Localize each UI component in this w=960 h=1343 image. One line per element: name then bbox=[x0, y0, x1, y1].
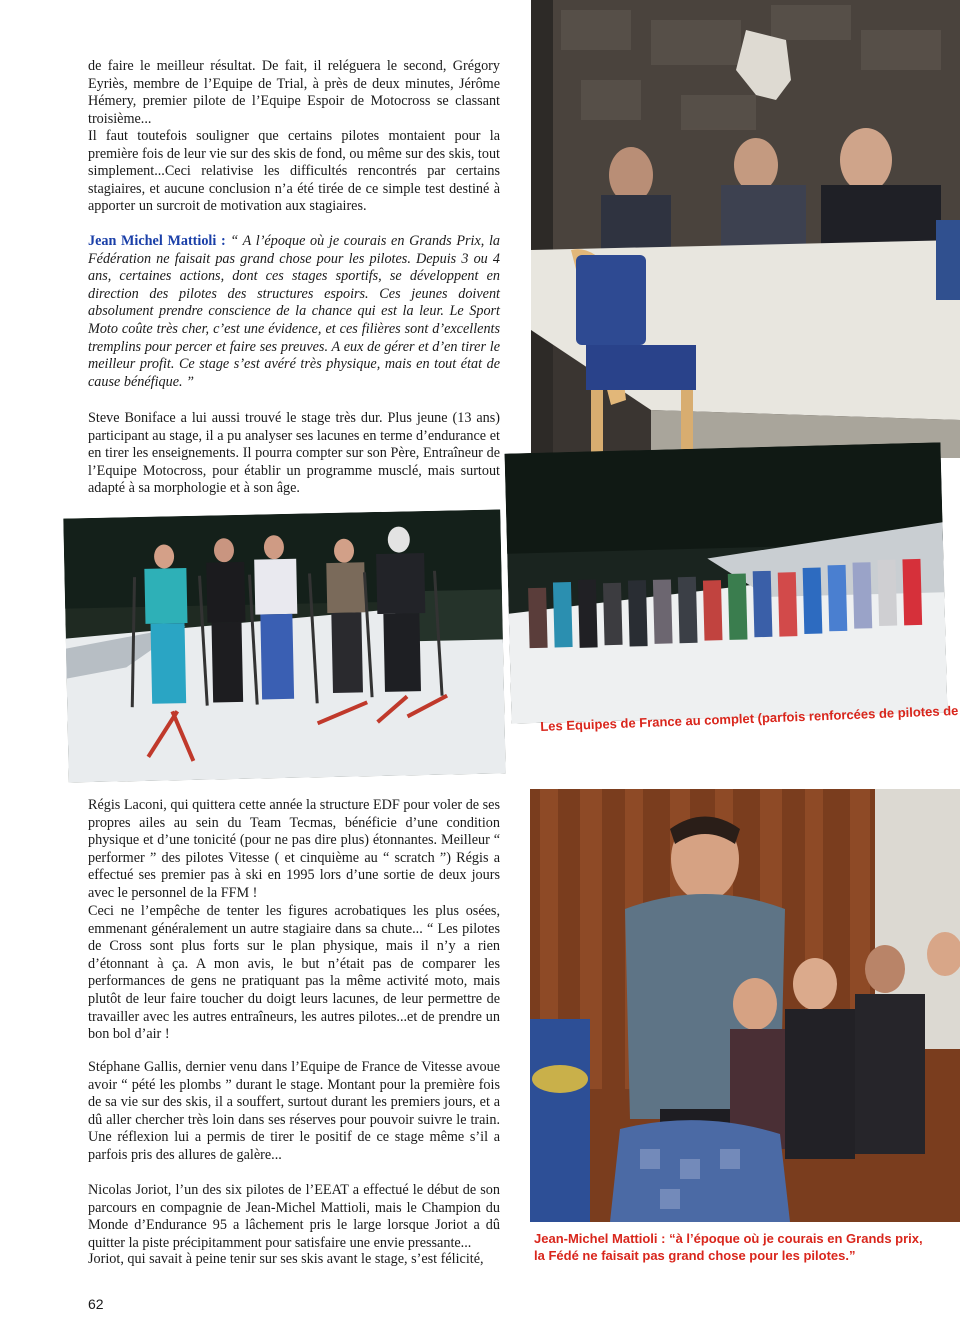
mattioli-quote bbox=[88, 233, 500, 391]
article-paragraph-4: Régis Laconi, qui quittera cette année la structure EDF pour voler de ses propres ailes au sein du Team Tecmas, bénéficie d’une condition physique et d’une tonicité (pour ne pas dire plus) étonnantes. Meilleur “ performer ” des pilotes Vitesse ( et cinquième au “ scratch ”) Régis a effectué ses premier pas à ski en 1995 lors d’une sortie de deux jours avec le personnel de la FFM ! bbox=[88, 797, 500, 901]
article-paragraph-1: de faire le meilleur résultat. De fait, il reléguera le second, Grégory Eyriès, membre de l’Equipe de Trial, à près de deux minutes, Jérôme Hémery, premier pilote de l’Equipe Espoir de Motocross se classant troisième... bbox=[88, 58, 500, 127]
caption-mattioli-line-1: Jean-Michel Mattioli : “à l’époque où je courais en Grands prix, bbox=[534, 1231, 923, 1246]
quote-text: “ A l’époque où je courais en Grands Prix, la Fédération ne faisait pas grand chose pour les pilotes. Depuis 3 ou 4 ans, certaines actions, dont ces stages sportifs, se développent en direction des pilotes des structures espoirs. Ces jeunes doivent absolument prendre conscience de la chance qui est la leur. Le Sport Moto coûte très cher, c’est une évidence, et ces filières sont d’excellents tremplins pour percer et faire ses preuves. A eux de gérer et d’en tirer le meilleur profit. Ce stage s’est avéré très physique, mais en tout état de cause bénéfique. ” bbox=[88, 233, 501, 390]
article-paragraph-5: Ceci ne l’empêche de tenter les figures acrobatiques les plus osées, emmenant généralement un autre stagiaire dans sa chute... “ Les pilotes de Cross sont plus forts sur le plan physique, mais il n’y a rien d’étonnant à ça. A mon avis, le but n’était pas de comparer les performances de gens ne pratiquant pas la même activité moto, mais plutôt de leur faire toucher du doigt leurs lacunes, de leur permettre de travailler avec les autres entraîneurs, les autres pilotes...et de prendre un bon bol d’air ! bbox=[88, 903, 500, 1043]
photo-mattioli-standing bbox=[530, 789, 960, 1222]
article-paragraph-2: Il faut toutefois souligner que certains pilotes montaient pour la première fois de leur vie sur des skis de fond, ou même sur des skis, tout simplement...Ceci relativise les difficultés rencontrés par certains stagiaires, et aucune conclusion n’a été tirée de ce simple test destiné à apporter un surcroit de motivation aux stagiaires. bbox=[88, 128, 500, 215]
page-number: 62 bbox=[88, 1296, 104, 1312]
article-paragraph-7: Nicolas Joriot, l’un des six pilotes de l’EEAT a effectué le début de son parcours en compagnie de Jean-Michel Mattioli, mais le Champion du Monde d’Endurance 95 a lâchement pris le large lorsque Joriot a dû quitter la piste précipitamment pour satisfaire une envie pressante... bbox=[88, 1182, 500, 1251]
caption-teams: Les Equipes de France au complet (parfois renforcées de pilotes de bbox=[540, 702, 959, 734]
photo-ski-group bbox=[505, 442, 948, 723]
photo-five-skiers bbox=[63, 509, 505, 782]
caption-mattioli-line-2: la Fédé ne faisait pas grand chose pour les pilotes.” bbox=[534, 1248, 856, 1263]
photo-meeting-room bbox=[531, 0, 960, 458]
article-paragraph-8: Joriot, qui savait à peine tenir sur ses skis avant le stage, s’est félicité, bbox=[88, 1251, 484, 1267]
article-paragraph-6: Stéphane Gallis, dernier venu dans l’Equipe de France de Vitesse avoue avoir “ pété les plombs ” durant le stage. Montant pour la première fois de sa vie sur des skis, il a souffert, surtout durant les premiers jours, et a dû aller chercher très loin dans ses réserves pour pouvoir suivre le train. Une réflexion lui a permis de tirer le positif de ce stage même s’il a parfois pris des allures de galère... bbox=[88, 1059, 500, 1163]
quote-speaker: Jean Michel Mattioli : bbox=[88, 233, 226, 249]
article-paragraph-3: Steve Boniface a lui aussi trouvé le stage très dur. Plus jeune (13 ans) participant au stage, il a pu analyser ses lacunes en terme d’endurance et en tirer les enseignements. Il pourra compter sur son Père, Entraîneur de l’Equipe Motocross, pour établir un programme musclé, mais surtout adapté à sa morphologie et à son âge. bbox=[88, 410, 500, 497]
